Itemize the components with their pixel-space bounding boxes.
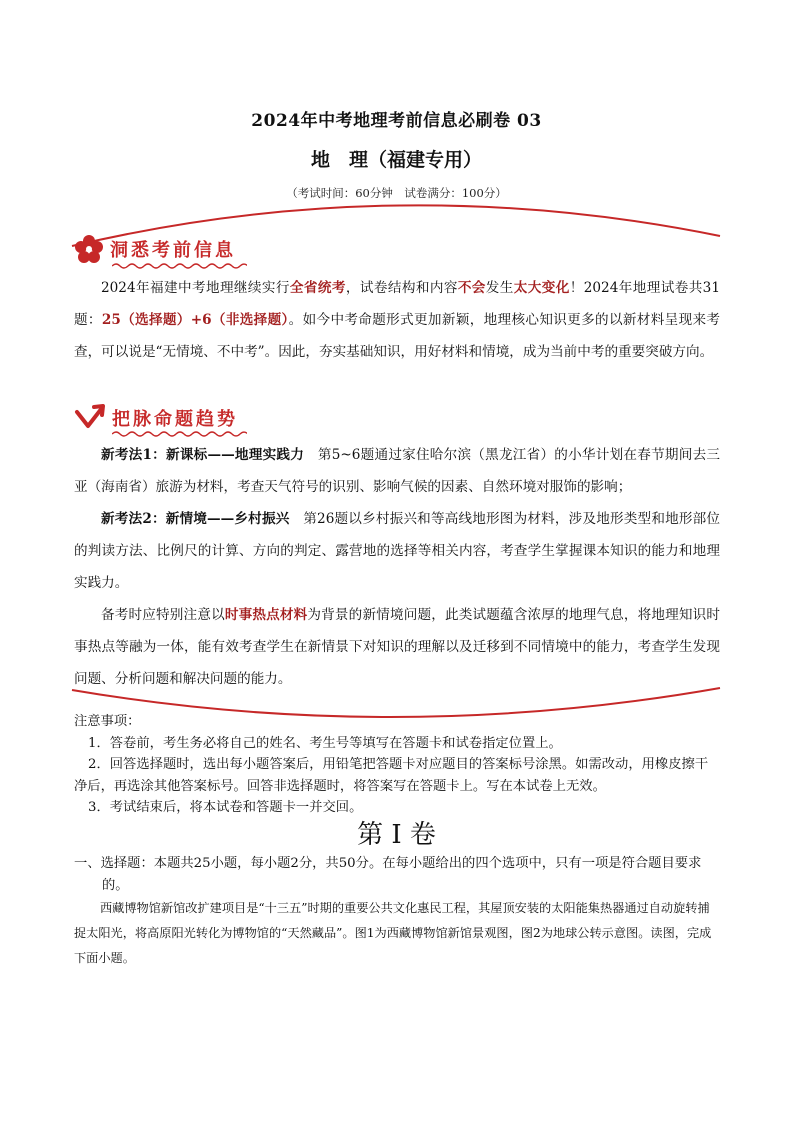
arrow-trend-icon bbox=[74, 402, 106, 434]
flower-icon bbox=[74, 234, 104, 264]
section-heading-info bbox=[74, 234, 236, 264]
part-title: 第 I 卷 bbox=[357, 820, 436, 850]
section-heading-label: 把脉命题趋势 bbox=[112, 409, 238, 430]
note-item-3: 3．考试结束后，将本试卷和答题卡一并交回。 bbox=[88, 800, 363, 815]
info-paragraph: 2024年福建中考地理继续实行全省统考，试卷结构和内容不会发生太大变化！2024年地理试卷共31题：25（选择题）+6（非选择题）。如今中考命题形式更加新颖，地理核心知识更多的以新材料呈现来考查，可以说是“无情境、不中考”。因此，夯实基础知识，用好材料和情境，成为当前中考的重要突破方向。 bbox=[74, 280, 721, 360]
notes-title: 注意事项： bbox=[74, 714, 141, 729]
notes-block bbox=[74, 711, 720, 819]
note-item-2: 2．回答选择题时，选出每小题答案后，用铅笔把答题卡对应题目的答案标号涂黑。如需改动，用橡皮擦干净后，再选涂其他答案标号。回答非选择题时，将答案写在答题卡上。写在本试卷上无效。 bbox=[74, 757, 709, 794]
wavy-underline bbox=[112, 430, 247, 438]
wavy-underline bbox=[112, 262, 247, 270]
trend-item-2: 新考法2：新情境——乡村振兴 第26题以乡村振兴和等高线地形图为材料，涉及地形类型和地形部位的判读方法、比例尺的计算、方向的判定、露营地的选择等相关内容，考查学生掌握课本知识的能力和地理实践力。 bbox=[74, 511, 720, 591]
note-item-1: 1．答卷前，考生务必将自己的姓名、考生号等填写在答题卡和试卷指定位置上。 bbox=[88, 735, 562, 751]
trend-item-1: 新考法1：新课标——地理实践力 第5~6题通过家住哈尔滨（黑龙江省）的小华计划在春节期间去三亚（海南省）旅游为材料，考查天气符号的识别、影响气候的因素、自然环境对服饰的影响； bbox=[74, 447, 720, 495]
exam-subject: 地 理（福建专用） bbox=[310, 149, 482, 171]
exam-info: （考试时间：60分钟 试卷满分：100分） bbox=[286, 186, 507, 200]
choice-instruction: 一、选择题：本题共25小题，每小题2分，共50分。在每小题给出的四个选项中，只有一项是符合题目要求的。 bbox=[74, 856, 702, 893]
trend-item-3: 备考时应特别注意以时事热点材料为背景的新情境问题，此类试题蕴含浓厚的地理气息，将地理知识时事热点等融为一体，能有效考查学生在新情景下对知识的理解以及迁移到不同情境中的能力，考查学生发现问题、分析问题和解决问题的能力。 bbox=[74, 607, 721, 687]
exam-title: 2024年中考地理考前信息必刷卷 03 bbox=[251, 111, 542, 131]
question-stem: 西藏博物馆新馆改扩建项目是“十三五”时期的重要公共文化惠民工程，其屋顶安装的太阳能集热器通过自动旋转捕捉太阳光，将高原阳光转化为博物馆的“天然藏品”。图1为西藏博物馆新馆景观图，图2为地球公转示意图。读图，完成下面小题。 bbox=[74, 901, 712, 965]
trend-paragraphs bbox=[74, 439, 720, 695]
section-heading-label: 洞悉考前信息 bbox=[110, 240, 236, 261]
